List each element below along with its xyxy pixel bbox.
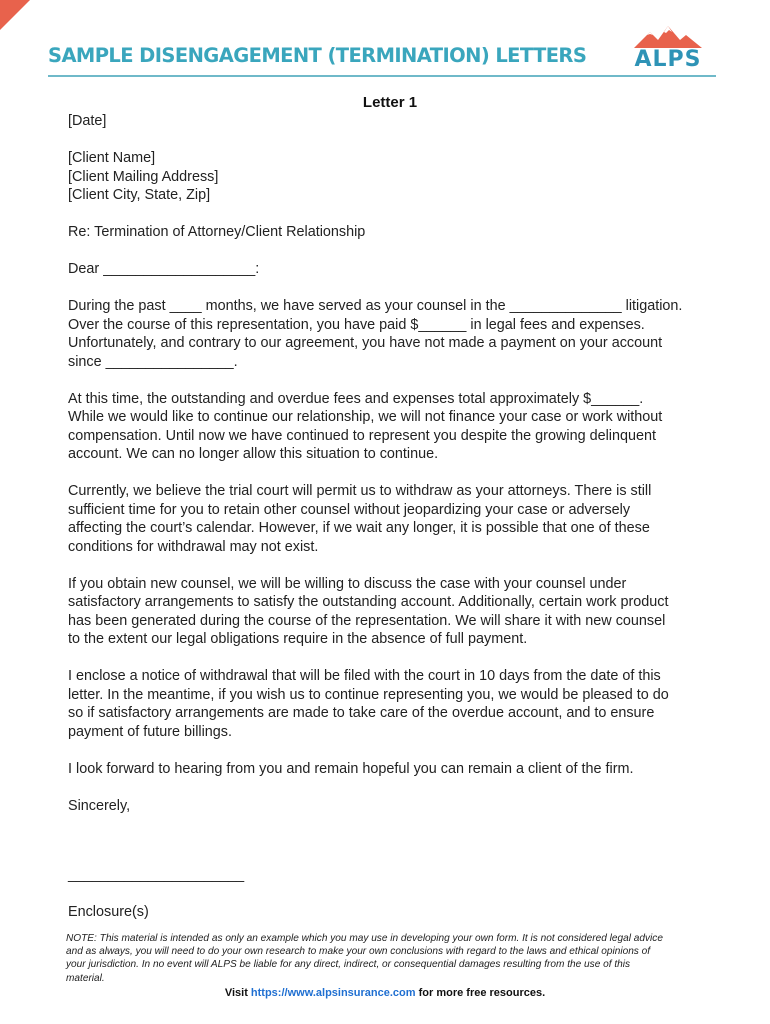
enclosure: Enclosure(s) [68,903,149,920]
title-divider [48,75,716,77]
client-address: [Client Mailing Address] [68,168,219,185]
paragraph-1 [68,297,718,371]
recipient-block [68,149,718,205]
text-line: Unfortunately, and contrary to our agreement, you have not made a payment on your account [68,335,663,351]
text-line: affecting the court’s calendar. However, if we wait any longer, it is possible that one of these [68,520,650,536]
client-name: [Client Name] [68,150,156,166]
website-link[interactable]: https://www.alpsinsurance.com [250,987,416,999]
text-line: conditions for withdrawal may not exist. [68,538,319,555]
footer [0,987,770,999]
note-line: and as always, you will need to do your own research to make your own conclusions with regard to the laws and ethical opinions of [66,946,651,958]
document-title: SAMPLE DISENGAGEMENT (TERMINATION) LETTERS [48,44,587,67]
paragraph-3 [68,482,718,556]
re-line: Re: Termination of Attorney/Client Relationship [68,224,366,240]
note-line: NOTE: This material is intended as only an example which you may use in developing your own form. It is not considered legal advice [66,933,663,944]
date-line: [Date] [68,113,107,129]
text-line: Currently, we believe the trial court will permit us to withdraw as your attorneys. There is still [68,483,652,499]
closing: Sincerely, [68,797,131,814]
text-line: letter. In the meantime, if you wish us to continue representing you, we would be pleased to do [68,686,669,703]
text-line: Over the course of this representation, you have paid $______ in legal fees and expenses. [68,316,645,333]
note-line: your jurisdiction. In no event will ALPS be liable for any direct, indirect, or consequential damages resulting from the use of this [66,959,631,971]
text-line: I enclose a notice of withdrawal that will be filed with the court in 10 days from the date of this [68,668,661,684]
client-city: [Client City, State, Zip] [68,187,211,203]
disclaimer-note [66,932,716,985]
letter-heading: Letter 1 [362,94,418,111]
mountain-logo-icon [628,20,708,50]
salutation: Dear ___________________: [68,261,260,277]
logo-text: ALPS [634,47,702,72]
corner-accent [0,0,30,30]
signature-line: ______________________ [68,867,245,883]
letter-body [68,112,718,940]
text-line: has been generated during the course of the representation. We will share it with new counsel [68,612,666,629]
text-line: since ________________. [68,353,238,370]
footer-prefix: Visit [224,987,251,999]
paragraph-2 [68,390,718,464]
text-line: If you obtain new counsel, we will be willing to discuss the case with your counsel under [68,575,627,592]
text-line: While we would like to continue our relationship, we will not finance your case or work without [68,409,663,425]
text-line: account. We can no longer allow this situation to continue. [68,446,439,462]
paragraph-6: I look forward to hearing from you and remain hopeful you can remain a client of the firm. [68,760,634,777]
text-line: sufficient time for you to retain other counsel without jeopardizing your case or adversely [68,501,631,518]
text-line: satisfactory arrangements to satisfy the outstanding account. Additionally, certain work product [68,594,669,610]
text-line: At this time, the outstanding and overdue fees and expenses total approximately $______. [68,390,644,407]
note-line: material. [66,972,105,984]
alps-logo [620,20,716,72]
footer-suffix: for more free resources. [415,987,546,999]
paragraph-5 [68,667,718,741]
text-line: compensation. Until now we have continued to represent you despite the growing delinquent [68,427,656,444]
text-line: payment of future billings. [68,723,232,740]
text-line: so if satisfactory arrangements are made to take care of the overdue account, and to ensure [68,705,655,721]
text-line: to the extent our legal obligations require in the absence of full payment. [68,631,528,647]
text-line: During the past ____ months, we have served as your counsel in the ______________ litigation. [68,298,683,314]
paragraph-4 [68,575,718,649]
